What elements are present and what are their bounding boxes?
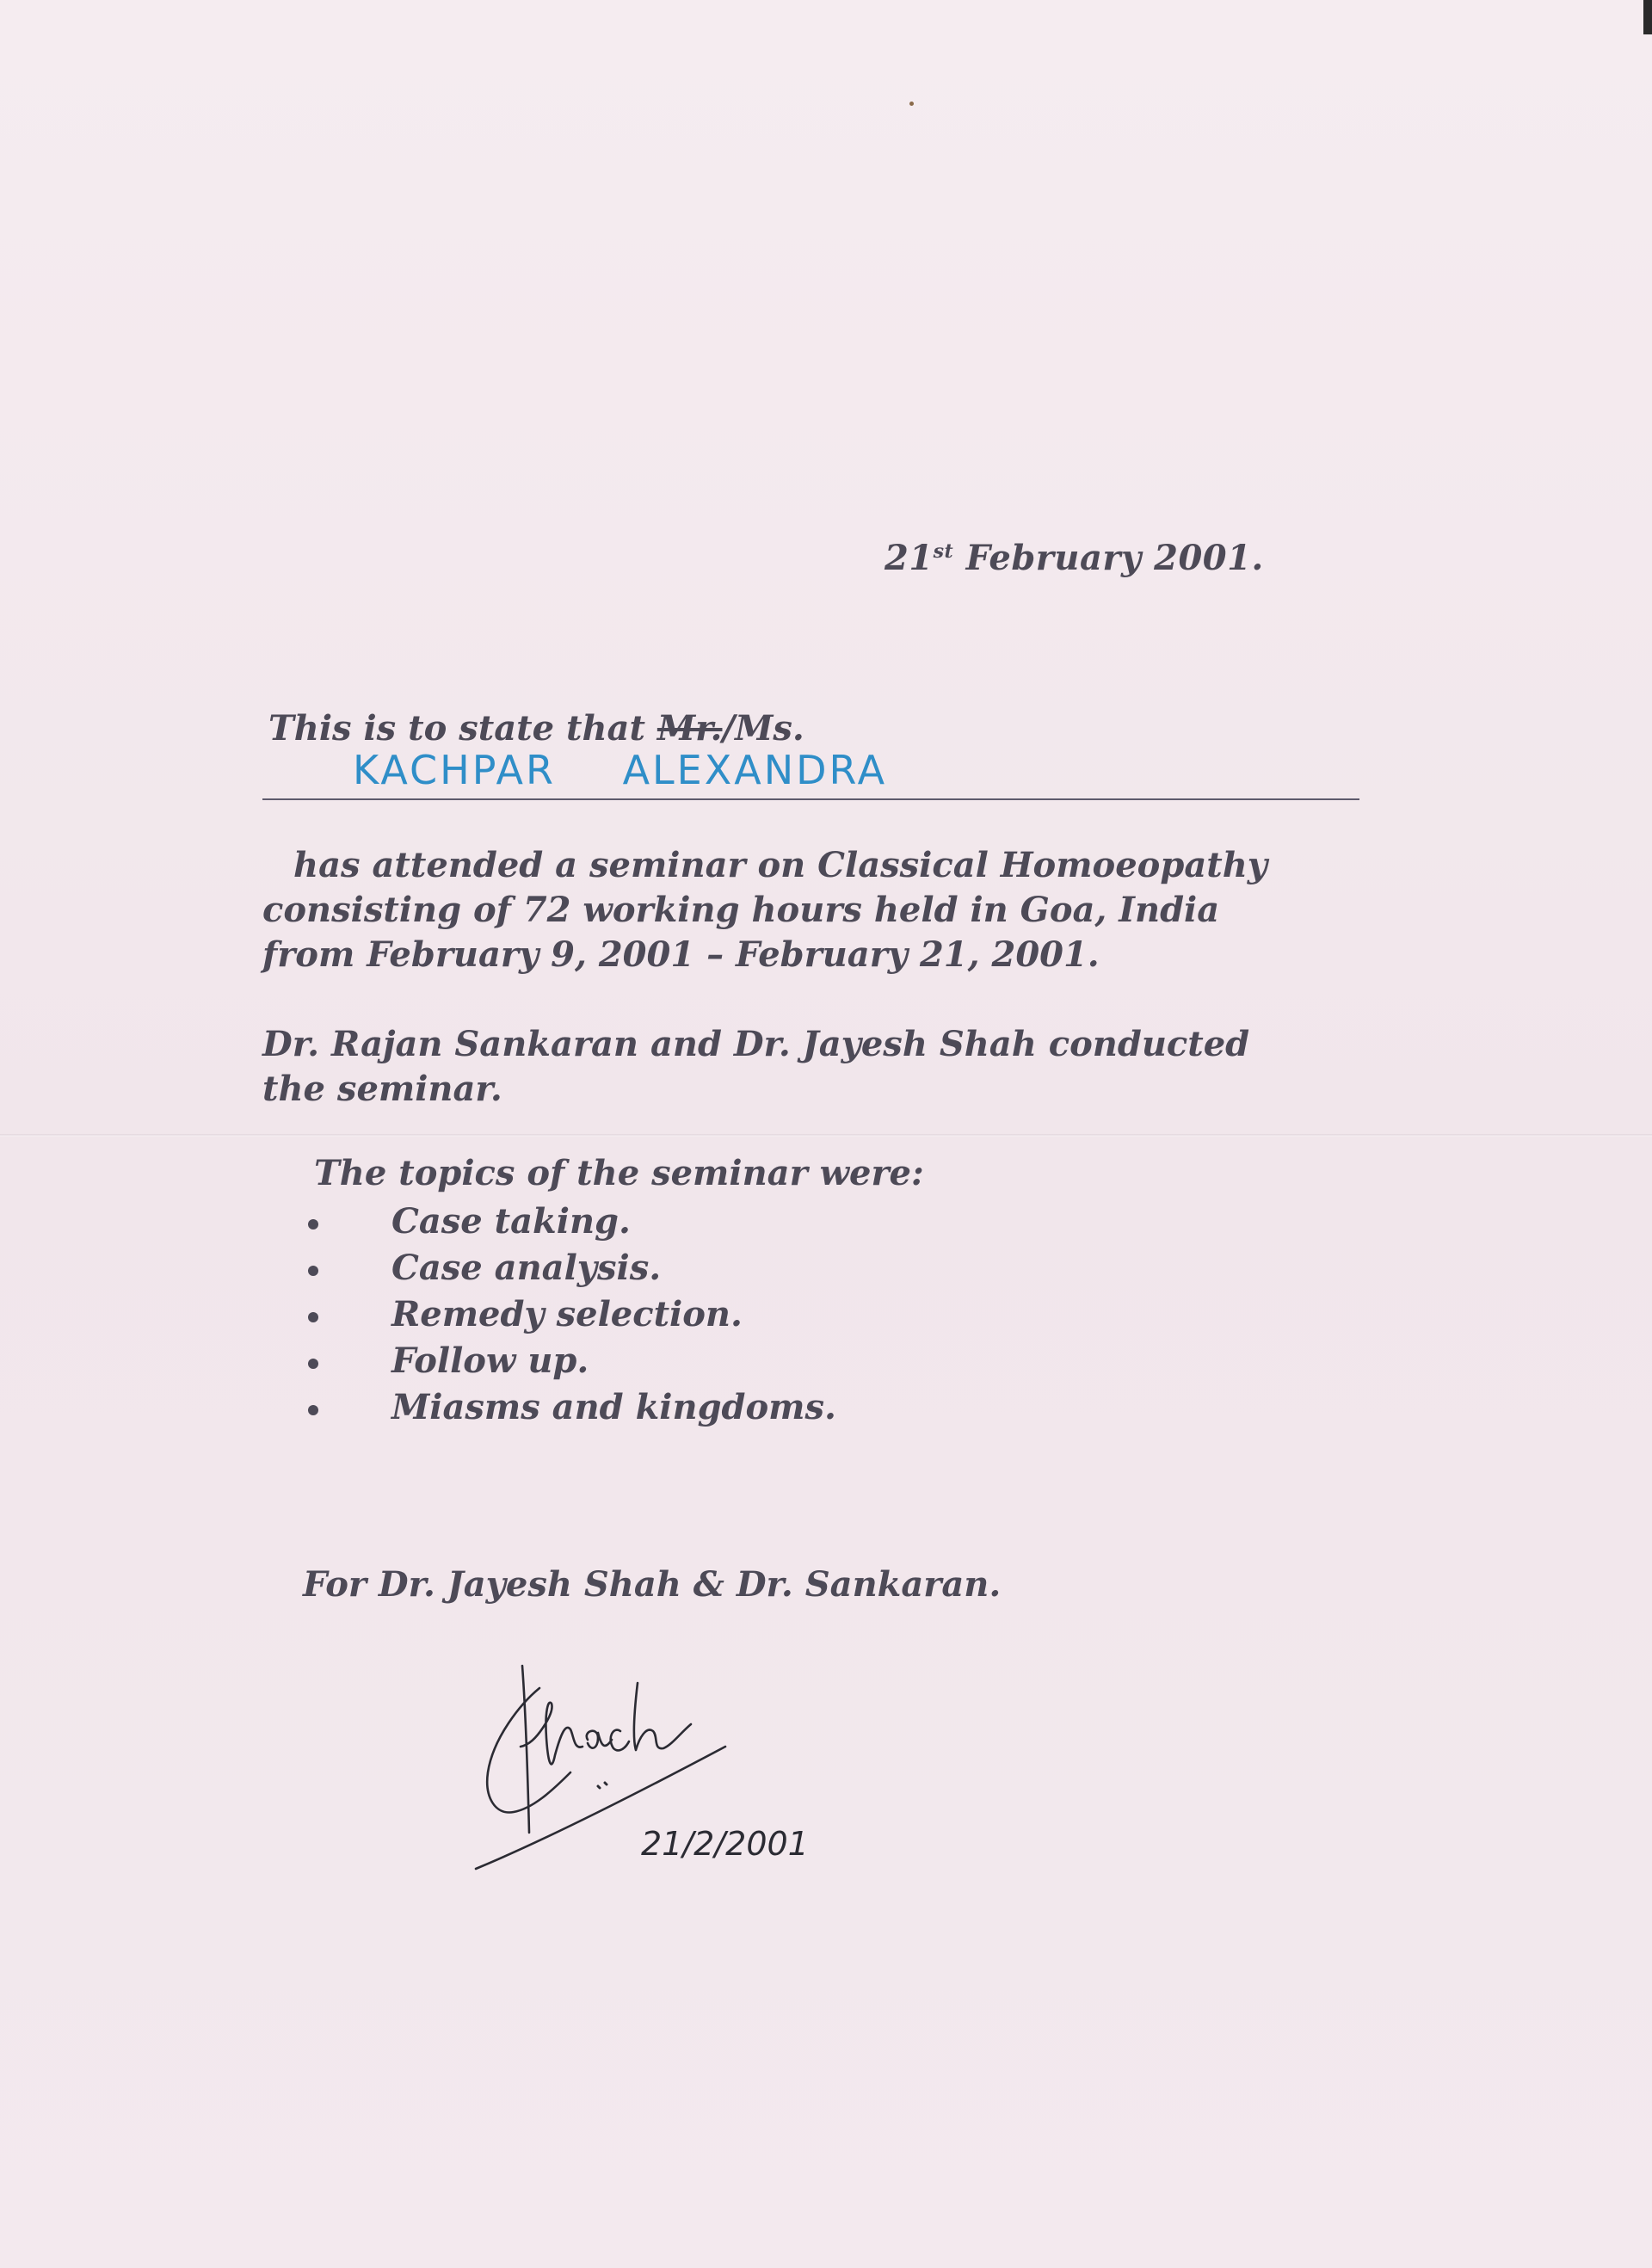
paragraph-line: from February 9, 2001 – February 21, 2001.: [262, 934, 1100, 975]
statement-struck-title: Mr.: [656, 708, 723, 749]
date-rest: February 2001.: [953, 538, 1264, 578]
topic-item: Miasms and kingdoms.: [305, 1384, 836, 1431]
scanner-edge: [1643, 0, 1652, 34]
paragraph-line: Dr. Rajan Sankaran and Dr. Jayesh Shah conducted: [262, 1024, 1250, 1064]
conductors-paragraph: [262, 1022, 1249, 1112]
recipient-name: KACHPAR ALEXANDRA: [353, 747, 888, 793]
handwritten-signature: [469, 1643, 882, 1884]
topic-item: Remedy selection.: [305, 1291, 836, 1338]
topics-heading: The topics of the seminar were:: [314, 1153, 924, 1193]
attendance-paragraph: [262, 843, 1267, 977]
date-day: 21: [885, 538, 934, 578]
paragraph-line: the seminar.: [262, 1069, 502, 1109]
name-underline: [262, 798, 1359, 800]
paragraph-line: consisting of 72 working hours held in Goa, India: [262, 890, 1220, 930]
statement-suffix: /Ms.: [722, 708, 804, 749]
paragraph-line: has attended a seminar on Classical Homoeopathy: [293, 845, 1268, 885]
signatory-line: For Dr. Jayesh Shah & Dr. Sankaran.: [303, 1564, 1002, 1605]
paper-speck: [909, 102, 914, 106]
letter-date: [885, 538, 1264, 578]
topic-item: Case taking.: [305, 1199, 836, 1245]
handwritten-date: 21/2/2001: [641, 1825, 809, 1863]
statement-prefix: This is to state that: [268, 708, 657, 749]
topics-list: [305, 1199, 836, 1431]
statement-line: [268, 708, 804, 749]
topic-item: Case analysis.: [305, 1245, 836, 1291]
topic-item: Follow up.: [305, 1338, 836, 1384]
paper-fold-line: [0, 1134, 1652, 1137]
date-suffix: st: [933, 540, 954, 563]
